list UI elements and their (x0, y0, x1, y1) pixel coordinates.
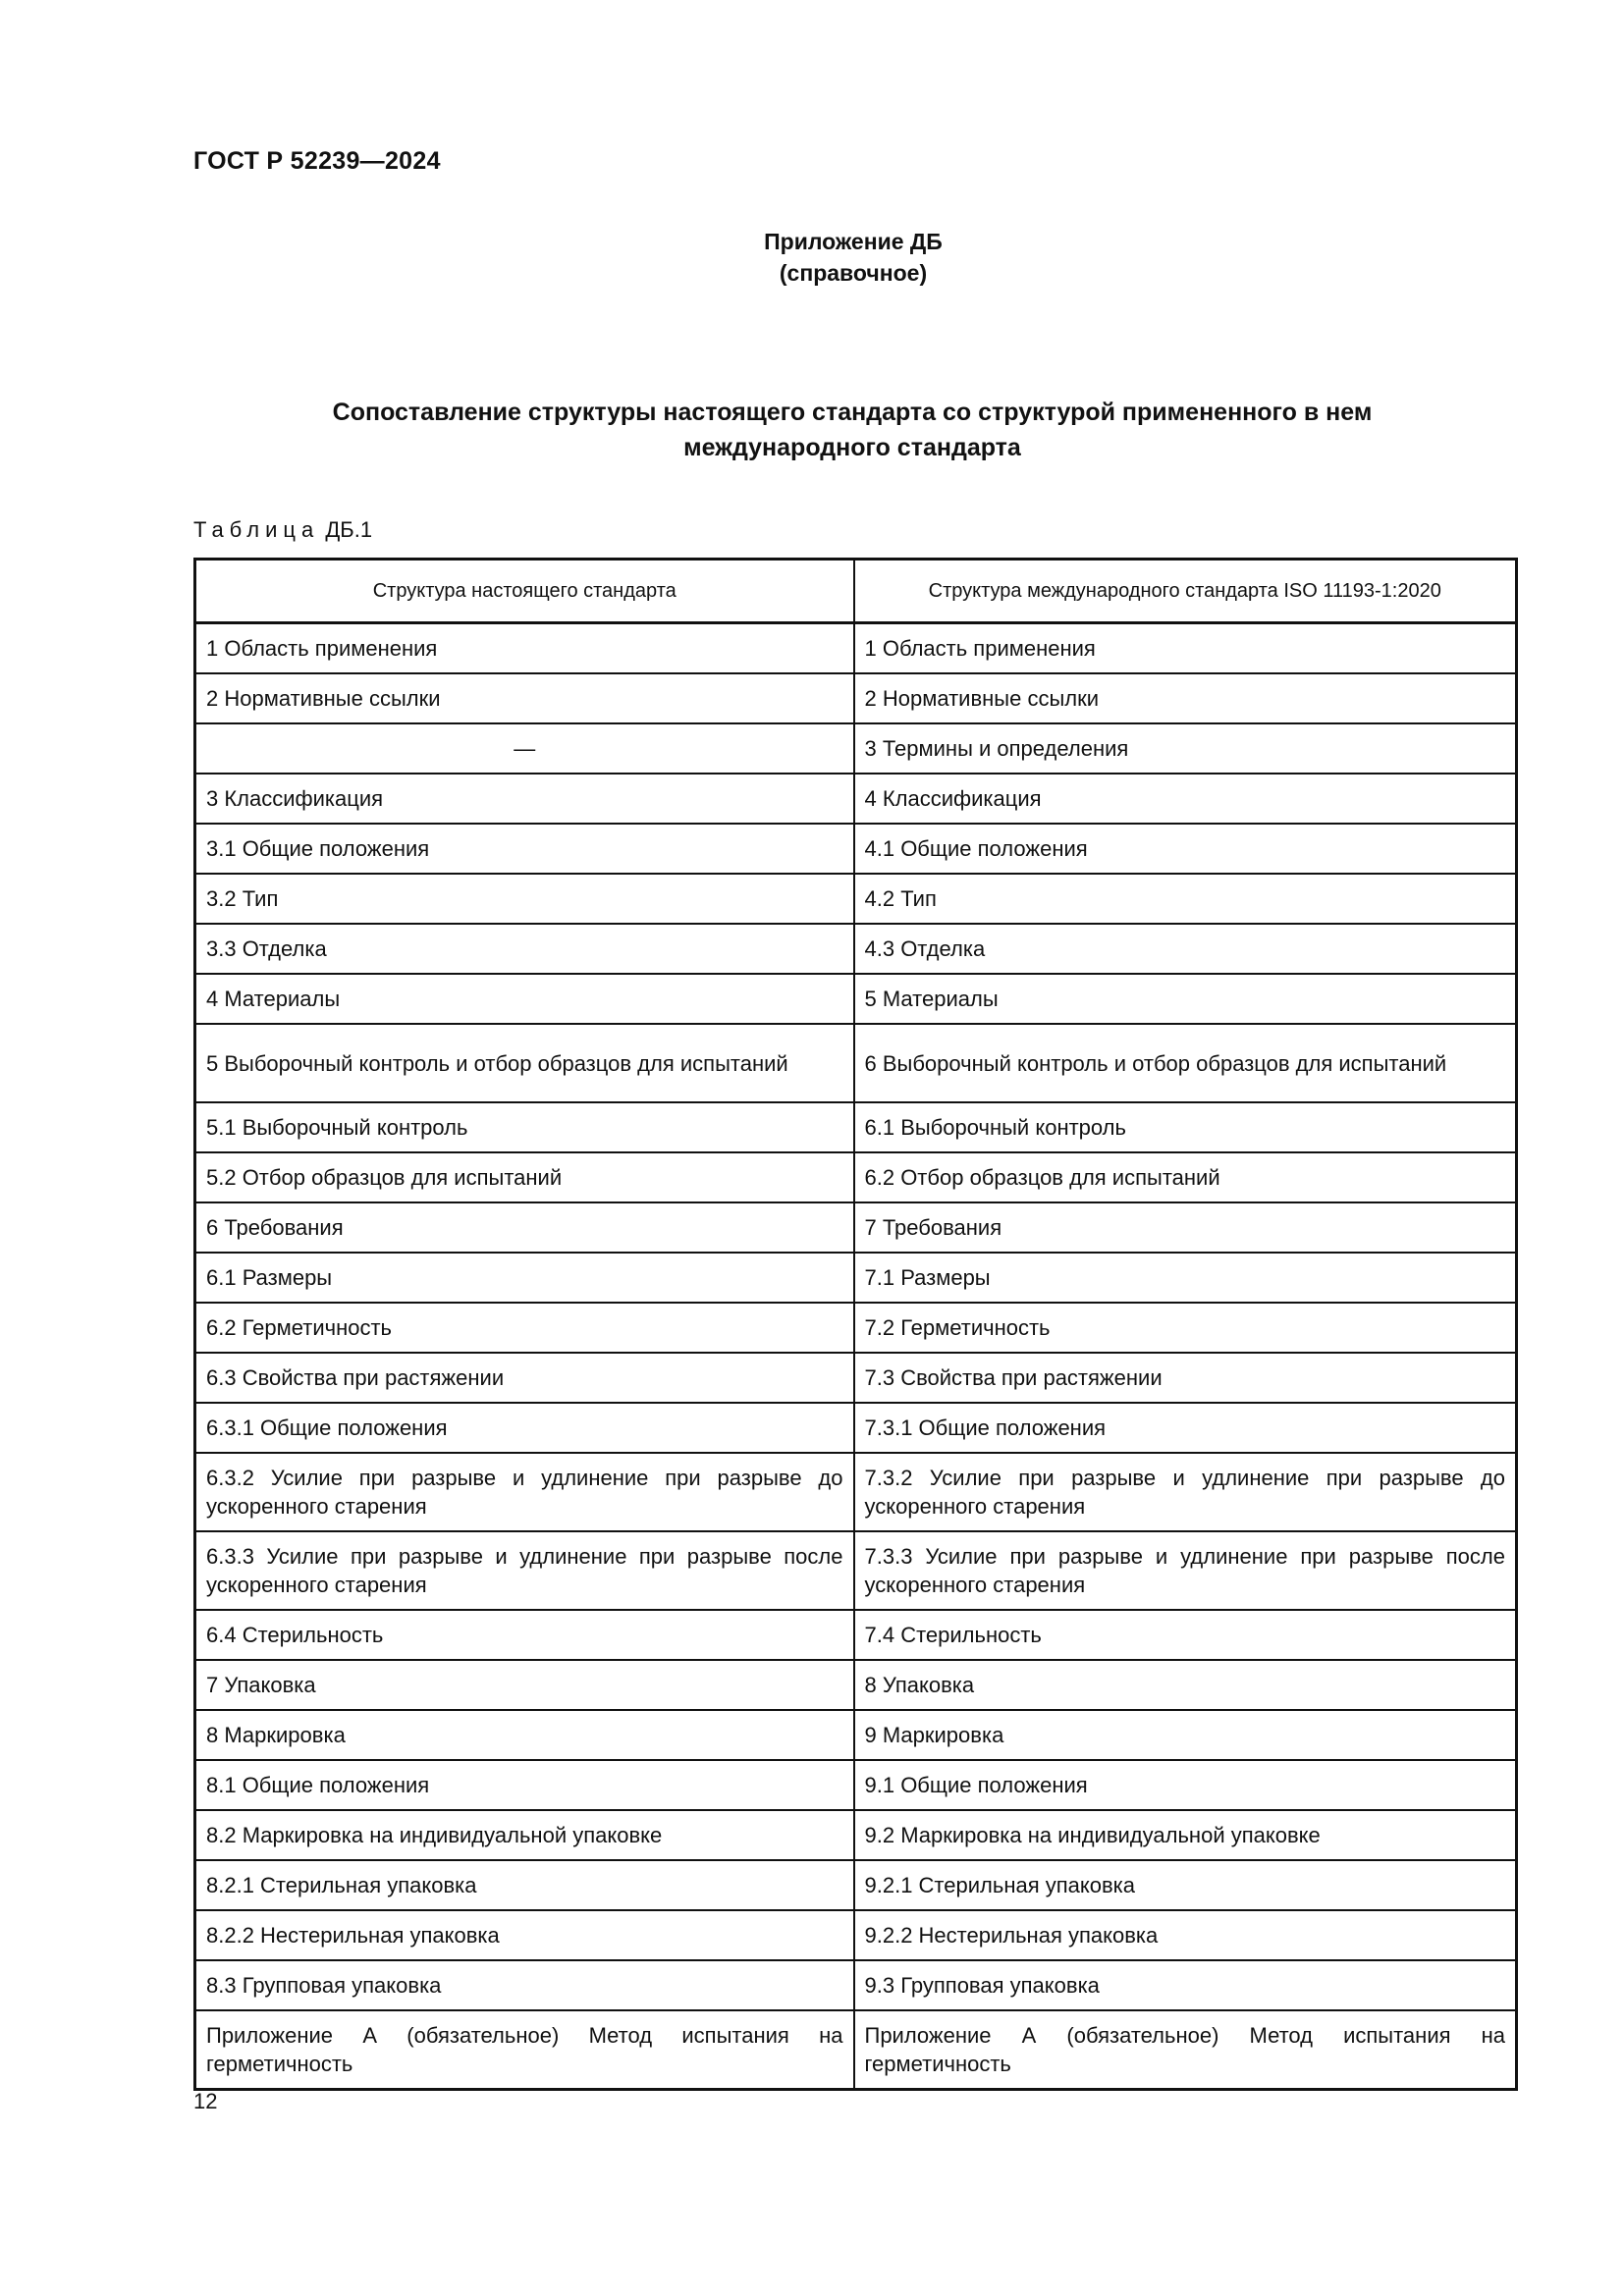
current-standard-cell: 3.2 Тип (195, 874, 854, 924)
international-standard-cell: 9.2.1 Стерильная упаковка (854, 1860, 1517, 1910)
international-standard-cell: 4.3 Отделка (854, 924, 1517, 974)
current-standard-cell: 5.2 Отбор образцов для испытаний (195, 1152, 854, 1202)
current-standard-cell: 8.1 Общие положения (195, 1760, 854, 1810)
current-standard-cell: — (195, 723, 854, 774)
table-header-row (195, 560, 1517, 623)
column-header-international-standard: Структура международного стандарта ISO 11193-1:2020 (854, 560, 1517, 623)
international-standard-cell: 4.2 Тип (854, 874, 1517, 924)
table-row (195, 1303, 1517, 1353)
current-standard-cell: 3.1 Общие положения (195, 824, 854, 874)
table-caption (193, 517, 372, 543)
international-standard-cell: 9.1 Общие положения (854, 1760, 1517, 1810)
current-standard-cell: 5 Выборочный контроль и отбор образцов для испытаний (195, 1024, 854, 1102)
table-row (195, 673, 1517, 723)
international-standard-cell: 5 Материалы (854, 974, 1517, 1024)
table-row (195, 1760, 1517, 1810)
table-row (195, 1960, 1517, 2010)
page-title-line-1: Сопоставление структуры настоящего стандарта со структурой примененного в нем (332, 399, 1373, 426)
table-row (195, 1710, 1517, 1760)
table-row (195, 874, 1517, 924)
table-row (195, 974, 1517, 1024)
table-row (195, 824, 1517, 874)
page-number: 12 (193, 2089, 218, 2113)
table-row (195, 1910, 1517, 1960)
current-standard-cell: 5.1 Выборочный контроль (195, 1102, 854, 1152)
table-row (195, 723, 1517, 774)
table-row (195, 1660, 1517, 1710)
current-standard-cell: 3 Классификация (195, 774, 854, 824)
current-standard-cell: 2 Нормативные ссылки (195, 673, 854, 723)
table-row (195, 1202, 1517, 1253)
current-standard-cell: 6 Требования (195, 1202, 854, 1253)
international-standard-cell: 7.3 Свойства при растяжении (854, 1353, 1517, 1403)
current-standard-cell: 3.3 Отделка (195, 924, 854, 974)
international-standard-cell: 4.1 Общие положения (854, 824, 1517, 874)
current-standard-cell: 8.3 Групповая упаковка (195, 1960, 854, 2010)
page-title-line-2: международного стандарта (683, 434, 1021, 461)
current-standard-cell: 8 Маркировка (195, 1710, 854, 1760)
table-row (195, 623, 1517, 674)
current-standard-cell: 8.2 Маркировка на индивидуальной упаковке (195, 1810, 854, 1860)
current-standard-cell: 6.3 Свойства при растяжении (195, 1353, 854, 1403)
table-row (195, 1152, 1517, 1202)
column-header-current-standard: Структура настоящего стандарта (195, 560, 854, 623)
appendix-heading (0, 226, 1624, 289)
international-standard-cell: 8 Упаковка (854, 1660, 1517, 1710)
international-standard-cell: 9.2.2 Нестерильная упаковка (854, 1910, 1517, 1960)
current-standard-cell: 6.3.1 Общие положения (195, 1403, 854, 1453)
international-standard-cell: 9.3 Групповая упаковка (854, 1960, 1517, 2010)
international-standard-cell: 4 Классификация (854, 774, 1517, 824)
appendix-type: (справочное) (779, 260, 928, 286)
current-standard-cell: 6.2 Герметичность (195, 1303, 854, 1353)
page-title (193, 395, 1511, 465)
document-code: ГОСТ Р 52239—2024 (193, 147, 441, 175)
table-row (195, 1860, 1517, 1910)
table-row (195, 1353, 1517, 1403)
table-row (195, 774, 1517, 824)
current-standard-cell: 7 Упаковка (195, 1660, 854, 1710)
current-standard-cell: 6.4 Стерильность (195, 1610, 854, 1660)
table-row (195, 1610, 1517, 1660)
international-standard-cell: 9 Маркировка (854, 1710, 1517, 1760)
table-row (195, 2010, 1517, 2090)
current-standard-cell: Приложение А (обязательное) Метод испытания на герметичность (195, 2010, 854, 2090)
international-standard-cell: Приложение А (обязательное) Метод испытания на герметичность (854, 2010, 1517, 2090)
international-standard-cell: 7.3.1 Общие положения (854, 1403, 1517, 1453)
international-standard-cell: 3 Термины и определения (854, 723, 1517, 774)
table-caption-word: Таблица (193, 517, 320, 542)
international-standard-cell: 6.1 Выборочный контроль (854, 1102, 1517, 1152)
international-standard-cell: 7.2 Герметичность (854, 1303, 1517, 1353)
table-row (195, 1453, 1517, 1531)
current-standard-cell: 6.3.3 Усилие при разрыве и удлинение при разрыве после ускоренного старения (195, 1531, 854, 1610)
table-row (195, 1253, 1517, 1303)
current-standard-cell: 6.1 Размеры (195, 1253, 854, 1303)
table-caption-number: ДБ.1 (325, 517, 373, 542)
international-standard-cell: 6 Выборочный контроль и отбор образцов для испытаний (854, 1024, 1517, 1102)
international-standard-cell: 2 Нормативные ссылки (854, 673, 1517, 723)
current-standard-cell: 1 Область применения (195, 623, 854, 674)
table-row (195, 1810, 1517, 1860)
international-standard-cell: 9.2 Маркировка на индивидуальной упаковке (854, 1810, 1517, 1860)
international-standard-cell: 7.1 Размеры (854, 1253, 1517, 1303)
structure-comparison-table (193, 558, 1518, 2091)
appendix-name: Приложение ДБ (764, 229, 943, 254)
table-row (195, 1531, 1517, 1610)
current-standard-cell: 8.2.2 Нестерильная упаковка (195, 1910, 854, 1960)
table-row (195, 1102, 1517, 1152)
international-standard-cell: 7.3.2 Усилие при разрыве и удлинение при разрыве до ускоренного старения (854, 1453, 1517, 1531)
current-standard-cell: 6.3.2 Усилие при разрыве и удлинение при разрыве до ускоренного старения (195, 1453, 854, 1531)
table-row (195, 1403, 1517, 1453)
international-standard-cell: 7.3.3 Усилие при разрыве и удлинение при разрыве после ускоренного старения (854, 1531, 1517, 1610)
international-standard-cell: 6.2 Отбор образцов для испытаний (854, 1152, 1517, 1202)
table-body (195, 623, 1517, 2090)
international-standard-cell: 7.4 Стерильность (854, 1610, 1517, 1660)
international-standard-cell: 7 Требования (854, 1202, 1517, 1253)
current-standard-cell: 8.2.1 Стерильная упаковка (195, 1860, 854, 1910)
international-standard-cell: 1 Область применения (854, 623, 1517, 674)
current-standard-cell: 4 Материалы (195, 974, 854, 1024)
table-row (195, 924, 1517, 974)
table-row (195, 1024, 1517, 1102)
